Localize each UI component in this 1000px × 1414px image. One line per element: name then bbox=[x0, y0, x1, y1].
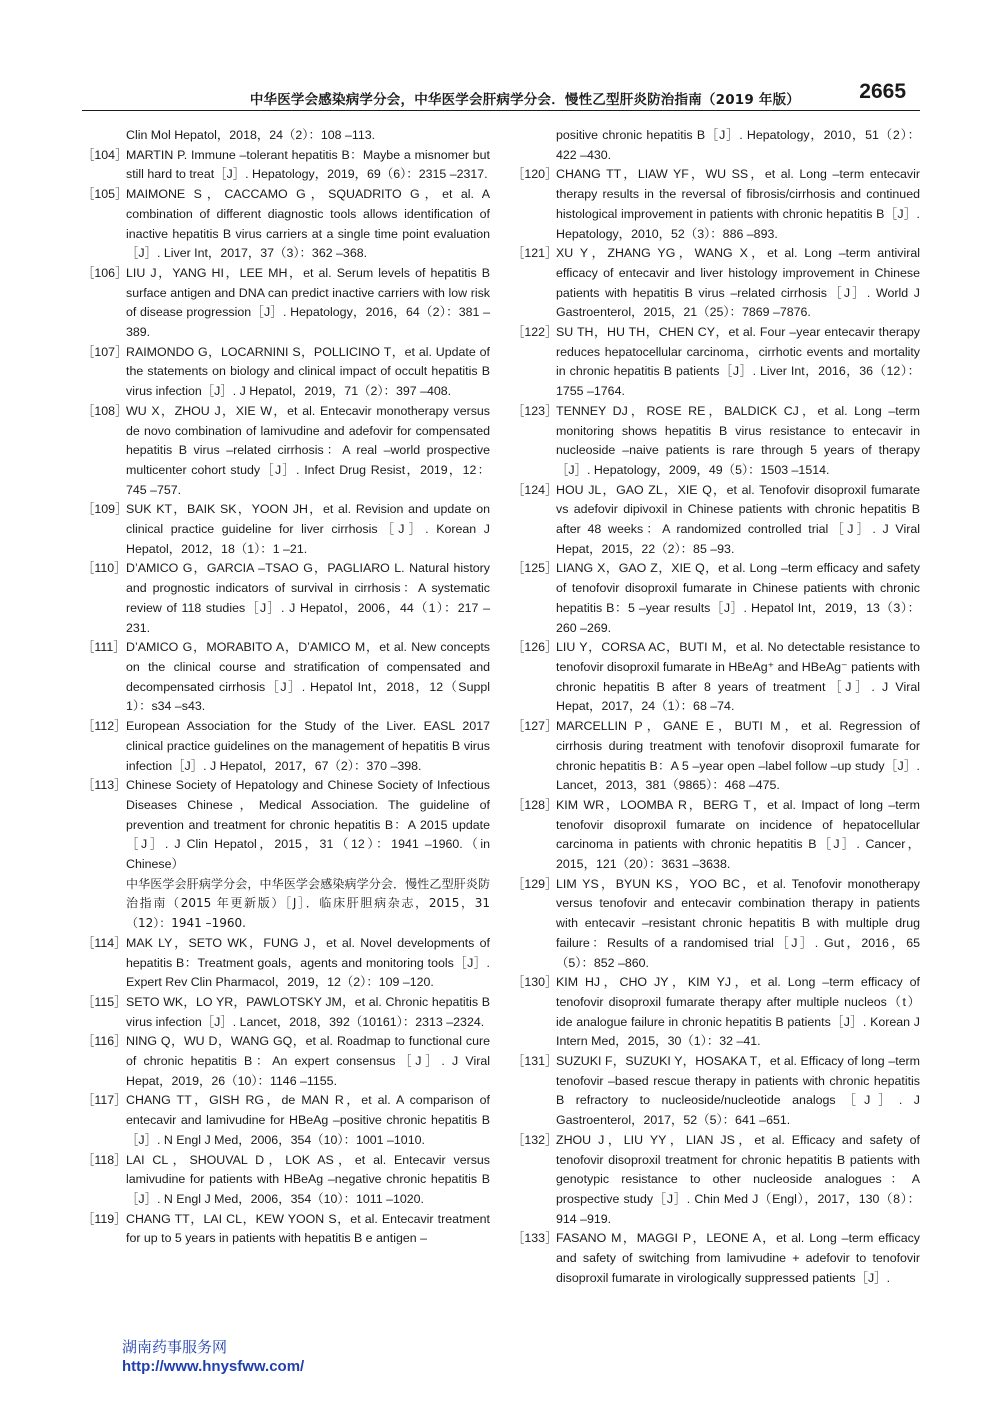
header-rule bbox=[82, 110, 920, 111]
reference-text: MAK LY，SETO WK，FUNG J，et al. Novel developments of hepatitis B：Treatment goals，agents and monitoring tools［J］. Expert Rev Clin Pharmacol，2019，12（2）：109 –120. bbox=[126, 935, 490, 990]
reference-number: ［119］ bbox=[82, 1211, 127, 1226]
reference-entry bbox=[512, 973, 920, 1052]
reference-number: ［115］ bbox=[82, 994, 127, 1009]
reference-number: ［132］ bbox=[512, 1132, 558, 1147]
reference-number: ［106］ bbox=[82, 265, 128, 280]
reference-text: RAIMONDO G，LOCARNINI S，POLLICINO T，et al. Update of the statements on biology and clinical impact of occult hepatitis B virus infection［J］. J Hepatol，2019，71（2）：397 –408. bbox=[126, 344, 490, 399]
reference-text: LIM YS，BYUN KS，YOO BC，et al. Tenofovir monotherapy versus tenofovir and entecavir combination therapy in patients with entecavir –resistant chronic hepatitis B with multiple drug failure：Results of a randomised trial［J］. Gut，2016，65（5）：852 –860. bbox=[556, 876, 920, 970]
reference-entry bbox=[512, 165, 920, 244]
reference-chinese-citation: 中华医学会肝病学分会，中华医学会感染病学分会．慢性乙型肝炎防治指南（2015 年更新版）［J］．临床肝胆病杂志，2015，31（12）：1941 –1960. bbox=[126, 876, 490, 931]
reference-entry bbox=[82, 1151, 490, 1210]
reference-number: ［121］ bbox=[512, 246, 558, 261]
reference-entry bbox=[82, 146, 490, 185]
reference-column-right bbox=[512, 126, 920, 1288]
footer-watermark bbox=[122, 1338, 304, 1376]
reference-text: D’AMICO G，MORABITO A，D’AMICO M，et al. New concepts on the clinical course and stratification of compensated and decompensated cirrhosis［J］. Hepatol Int，2018，12（Suppl 1）：s34 –s43. bbox=[126, 640, 490, 714]
page-number: 2665 bbox=[859, 80, 906, 103]
reference-entry bbox=[82, 402, 490, 501]
reference-text: MAIMONE S，CACCAMO G，SQUADRITO G，et al. A combination of different diagnostic tools allows identification of inactive hepatitis B virus carriers at a single time point evaluation［J］. Liver Int，2017，37（3）：362 –368. bbox=[126, 187, 490, 261]
reference-text: MARCELLIN P，GANE E，BUTI M，et al. Regression of cirrhosis during treatment with tenofovir disoproxil fumarate for chronic hepatitis B：A 5 –year open –label follow –up study［J］. Lancet，2013，381（9865）：468 –475. bbox=[556, 719, 920, 793]
reference-number: ［126］ bbox=[512, 640, 558, 655]
reference-entry bbox=[512, 559, 920, 638]
reference-text: LAI CL，SHOUVAL D，LOK AS，et al. Entecavir versus lamivudine for patients with HBeAg –negative chronic hepatitis B［J］. N Engl J Med，2006，354（10）：1011 –1020. bbox=[126, 1152, 490, 1206]
reference-entry bbox=[512, 1131, 920, 1230]
reference-text: WU X，ZHOU J，XIE W，et al. Entecavir monotherapy versus de novo combination of lamivudine and adefovir for compensated hepatitis B virus –related cirrhosis：A real –world prospective multicenter cohort study［J］. Infect Drug Resist，2019，12：745 –757. bbox=[126, 403, 490, 497]
reference-entry bbox=[82, 993, 490, 1032]
reference-entry bbox=[512, 402, 920, 481]
reference-number: ［130］ bbox=[512, 975, 558, 990]
reference-text: CHANG TT，LIAW YF，WU SS，et al. Long –term entecavir therapy results in the reversal of fibrosis/cirrhosis and continued histological improvement in patients with chronic hepatitis B［J］. Hepatology，2010，52（3）：886 –893. bbox=[556, 167, 920, 241]
reference-number: ［108］ bbox=[82, 403, 128, 418]
reference-text: NING Q，WU D，WANG GQ，et al. Roadmap to functional cure of chronic hepatitis B：An expert consensus［J］. J Viral Hepat，2019，26（10）：1146 –1155. bbox=[126, 1034, 490, 1088]
reference-entry bbox=[82, 500, 490, 559]
reference-number: ［112］ bbox=[82, 719, 127, 734]
reference-text: SUZUKI F，SUZUKI Y，HOSAKA T，et al. Efficacy of long –term tenofovir –based rescue therapy in patients with chronic hepatitis B refractory to nucleoside/nucleotide analogs［J］. J Gastroenterol，2017，52（5）：641 –651. bbox=[556, 1054, 920, 1128]
reference-number: ［116］ bbox=[82, 1034, 127, 1049]
reference-text: KIM WR，LOOMBA R，BERG T，et al. Impact of long –term tenofovir disoproxil fumarate on incidence of hepatocellular carcinoma in patients with chronic hepatitis B［J］. Cancer，2015，121（20）：3631 –3638. bbox=[556, 797, 920, 872]
reference-column-left bbox=[82, 126, 490, 1249]
reference-entry bbox=[512, 875, 920, 974]
reference-text: SETO WK，LO YR，PAWLOTSKY JM，et al. Chronic hepatitis B virus infection［J］. Lancet，2018，392（10161）：2313 –2324. bbox=[126, 994, 490, 1029]
reference-text: LIU J，YANG HI，LEE MH，et al. Serum levels of hepatitis B surface antigen and DNA can predict inactive carriers with low risk of disease progression［J］. Hepatology，2016，64（2）：381 –389. bbox=[126, 265, 490, 340]
reference-number: ［110］ bbox=[82, 561, 127, 576]
reference-text: ZHOU J，LIU YY，LIAN JS，et al. Efficacy and safety of tenofovir disoproxil treatment for chronic hepatitis B patients with genotypic resistance to other nucleoside analogues：A prospective study［J］. Chin Med J（Engl），2017，130（8）：914 –919. bbox=[556, 1132, 920, 1226]
reference-list-left bbox=[82, 146, 490, 1249]
reference-number: ［131］ bbox=[512, 1054, 558, 1069]
running-title: 中华医学会感染病学分会，中华医学会肝病学分会．慢性乙型肝炎防治指南（2019 年版） bbox=[249, 92, 800, 108]
reference-text: KIM HJ，CHO JY，KIM YJ，et al. Long –term efficacy of tenofovir disoproxil fumarate therapy after multiple nucleos（t）ide analogue failure in chronic hepatitis B patients［J］. Korean J Intern Med，2015，30（1）：32 –41. bbox=[556, 975, 920, 1049]
reference-number: ［109］ bbox=[82, 502, 128, 517]
reference-list-right bbox=[512, 165, 920, 1288]
reference-number: ［125］ bbox=[512, 561, 558, 576]
reference-text: XU Y，ZHANG YG，WANG X，et al. Long –term antiviral efficacy of entecavir and liver histology improvement in Chinese patients with hepatitis B virus –related cirrhosis［J］. World J Gastroenterol，2015，21（25）：7869 –7876. bbox=[556, 246, 920, 320]
reference-text: TENNEY DJ，ROSE RE，BALDICK CJ，et al. Long –term monitoring shows hepatitis B virus resistance to entecavir in nucleoside –naive patients is rare through 5 years of therapy［J］. Hepatology，2009，49（5）：1503 –1514. bbox=[556, 403, 920, 477]
reference-number: ［123］ bbox=[512, 403, 558, 418]
running-header bbox=[82, 80, 920, 110]
footer-site-name: 湖南药事服务网 bbox=[122, 1338, 228, 1356]
reference-entry bbox=[512, 796, 920, 875]
reference-entry bbox=[512, 717, 920, 796]
reference-text: CHANG TT，LAI CL，KEW YOON S，et al. Entecavir treatment for up to 5 years in patients with hepatitis B e antigen – bbox=[126, 1211, 490, 1246]
reference-text: European Association for the Study of the Liver. EASL 2017 clinical practice guidelines on the management of hepatitis B virus infection［J］. J Hepatol，2017，67（2）：370 –398. bbox=[126, 719, 490, 773]
reference-entry bbox=[82, 559, 490, 638]
reference-number: ［107］ bbox=[82, 344, 128, 359]
reference-continuation: positive chronic hepatitis B［J］. Hepatology，2010，51（2）：422 –430. bbox=[556, 128, 920, 162]
reference-entry bbox=[512, 638, 920, 717]
reference-entry bbox=[82, 776, 490, 875]
reference-number: ［114］ bbox=[82, 935, 127, 950]
reference-entry bbox=[82, 1091, 490, 1150]
reference-text: LIANG X，GAO Z，XIE Q，et al. Long –term efficacy and safety of tenofovir disoproxil fumarate in Chinese patients with chronic hepatitis B：5 –year results［J］. Hepatol Int，2019，13（3）：260 –269. bbox=[556, 561, 920, 635]
reference-entry bbox=[512, 481, 920, 560]
reference-number: ［120］ bbox=[512, 167, 558, 182]
reference-text: SU TH，HU TH，CHEN CY，et al. Four –year entecavir therapy reduces hepatocellular carcinoma，cirrhotic events and mortality in chronic hepatitis B patients［J］. Liver Int，2016，36（12）：1755 –1764. bbox=[556, 325, 920, 399]
reference-text: CHANG TT，GISH RG，de MAN R，et al. A comparison of entecavir and lamivudine for HBeAg –positive chronic hepatitis B［J］. N Engl J Med，2006，354（10）：1001 –1010. bbox=[126, 1093, 490, 1147]
reference-number: ［104］ bbox=[82, 147, 128, 162]
reference-number: ［133］ bbox=[512, 1231, 558, 1246]
reference-continuation: Clin Mol Hepatol，2018，24（2）：108 –113. bbox=[126, 128, 376, 142]
reference-entry bbox=[512, 1052, 920, 1131]
reference-text: LIU Y，CORSA AC，BUTI M，et al. No detectable resistance to tenofovir disoproxil fumarate in HBeAg⁺ and HBeAg⁻ patients with chronic hepatitis B after 8 years of treatment［J］. J Viral Hepat，2017，24（1）：68 –74. bbox=[556, 640, 920, 714]
footer-url-link[interactable]: http://www.hnysfww.com/ bbox=[122, 1358, 305, 1375]
reference-number: ［127］ bbox=[512, 719, 558, 734]
reference-number: ［129］ bbox=[512, 876, 558, 891]
reference-text: SUK KT，BAIK SK，YOON JH，et al. Revision and update on clinical practice guideline for liver cirrhosis［J］. Korean J Hepatol，2012，18（1）：1 –21. bbox=[126, 502, 490, 556]
reference-number: ［118］ bbox=[82, 1152, 127, 1167]
reference-text: MARTIN P. Immune –tolerant hepatitis B：Maybe a misnomer but still hard to treat［J］. Hepatology，2019，69（6）：2315 –2317. bbox=[126, 147, 490, 182]
reference-number: ［113］ bbox=[82, 778, 127, 793]
reference-number: ［117］ bbox=[82, 1093, 127, 1108]
reference-entry bbox=[82, 1210, 490, 1249]
reference-entry bbox=[512, 244, 920, 323]
reference-number: ［105］ bbox=[82, 187, 128, 202]
reference-entry bbox=[82, 264, 490, 343]
reference-entry bbox=[82, 1032, 490, 1091]
reference-text: Chinese Society of Hepatology and Chinese Society of Infectious Diseases Chinese，Medical Association. The guideline of prevention and treatment for chronic hepatitis B：A 2015 update［J］. J Clin Hepatol，2015，31（12）：1941 –1960.（in Chinese） bbox=[126, 778, 490, 872]
reference-text: FASANO M，MAGGI P，LEONE A，et al. Long –term efficacy and safety of switching from lamivudine + adefovir to tenofovir disoproxil fumarate in virologically suppressed patients［J］. bbox=[556, 1231, 920, 1285]
reference-entry bbox=[82, 934, 490, 993]
reference-text: HOU JL，GAO ZL，XIE Q，et al. Tenofovir disoproxil fumarate vs adefovir dipivoxil in Chinese patients with chronic hepatitis B after 48 weeks：A randomized controlled trial［J］. J Viral Hepat，2015，22（2）：85 –93. bbox=[556, 482, 920, 556]
reference-text: D’AMICO G，GARCIA –TSAO G，PAGLIARO L. Natural history and prognostic indicators of survival in cirrhosis：A systematic review of 118 studies［J］. J Hepatol，2006，44（1）：217 –231. bbox=[126, 561, 490, 635]
reference-entry bbox=[512, 1229, 920, 1288]
reference-number: ［124］ bbox=[512, 482, 558, 497]
reference-number: ［128］ bbox=[512, 797, 558, 812]
reference-number: ［122］ bbox=[512, 325, 558, 340]
reference-entry bbox=[82, 185, 490, 264]
reference-number: ［111］ bbox=[82, 640, 126, 655]
reference-entry bbox=[512, 323, 920, 402]
reference-entry bbox=[82, 717, 490, 776]
reference-entry bbox=[82, 343, 490, 402]
reference-entry bbox=[82, 638, 490, 717]
